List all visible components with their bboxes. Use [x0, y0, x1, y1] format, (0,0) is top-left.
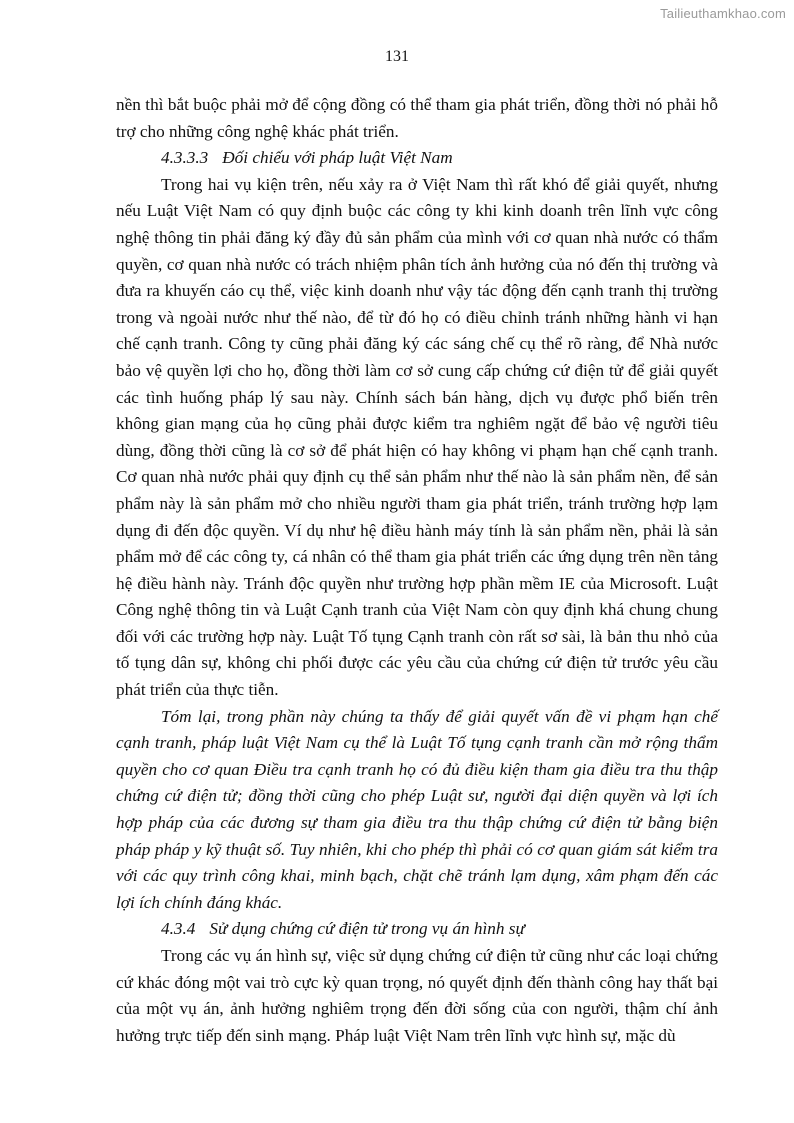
section-title: Sử dụng chứng cứ điện tử trong vụ án hình sự — [209, 919, 525, 939]
paragraph-body: Trong các vụ án hình sự, việc sử dụng chứng cứ điện tử cũng như các loại chứng cứ khác đóng một vai trò cực kỳ quan trọng, nó quyết định đến thành công hay thất bại của một vụ án, ảnh hưởng nghiêm trọng đến đời sống của con người, thậm chí ảnh hưởng trực tiếp đến sinh mạng. Pháp luật Việt Nam trên lĩnh vực hình sự, mặc dù — [116, 946, 718, 1045]
section-number: 4.3.3.3 — [161, 148, 209, 168]
paragraph-body: Trong hai vụ kiện trên, nếu xảy ra ở Việt Nam thì rất khó để giải quyết, nhưng nếu Luật Việt Nam có quy định buộc các công ty khi kinh doanh trên lĩnh vực công nghệ thông tin phải đăng ký đầy đủ sản phẩm của mình với cơ quan nhà nước có thẩm quyền, cơ quan nhà nước có trách nhiệm phân tích ảnh hưởng của nó đến thị trường và đưa ra khuyến cáo cụ thể, việc kinh doanh như vậy tác động đến cạnh tranh thị trường trong và ngoài nước như thế nào, để từ đó họ có điều chỉnh tránh những hành vi hạn chế cạnh tranh. Công ty cũng phải đăng ký các sáng chế cụ thể rõ ràng, để Nhà nước bảo vệ quyền lợi cho họ, đồng thời làm cơ sở cung cấp chứng cứ điện tử để giải quyết các tình huống pháp lý sau này. Chính sách bán hàng, dịch vụ được phổ biến trên không gian mạng của họ cũng phải được kiểm tra nghiêm ngặt để bảo vệ người tiêu dùng, đồng thời cũng là cơ sở để phát hiện có hay không vi phạm hạn chế cạnh tranh. Cơ quan nhà nước phải quy định cụ thể sản phẩm như thế nào là sản phẩm nền, để sản phẩm này là sản phẩm mở cho nhiều người tham gia phát triển, tránh trường hợp lạm dụng đi đến độc quyền. Ví dụ như hệ điều hành máy tính là sản phẩm nền, phải là sản phẩm mở để các công ty, cá nhân có thể tham gia phát triển các ứng dụng trên nền tảng hệ điều hành này. Tránh độc quyền như trường hợp phần mềm IE của Microsoft. Luật Công nghệ thông tin và Luật Cạnh tranh của Việt Nam còn quy định khá chung chung đối với các trường hợp này. Luật Tố tụng Cạnh tranh còn rất sơ sài, là bản thu nhỏ của tố tụng dân sự, không chi phối được các yêu cầu của chứng cứ điện tử trước yêu cầu phát triển của thực tiễn. — [116, 174, 718, 700]
section-title: Đối chiếu với pháp luật Việt Nam — [222, 148, 453, 168]
paragraph-summary: Tóm lại, trong phần này chúng ta thấy để giải quyết vấn đề vi phạm hạn chế cạnh tranh, pháp luật Việt Nam cụ thể là Luật Tố tụng cạnh tranh cần mở rộng thẩm quyền cho cơ quan Điều tra cạnh tranh họ có đủ điều kiện tham gia điều tra thu thập chứng cứ điện tử; đồng thời cũng cho phép Luật sư, người đại diện quyền và lợi ích hợp pháp của các đương sự tham gia điều tra thu thập chứng cứ điện tử bằng biện pháp pháp y kỹ thuật số. Tuy nhiên, khi cho phép thì phải có cơ quan giám sát kiểm tra với các quy trình công khai, minh bạch, chặt chẽ tránh lạm dụng, xâm phạm đến các lợi ích chính đáng khác. — [116, 706, 718, 912]
section-number: 4.3.4 — [161, 919, 196, 939]
paragraph-continuation: nền thì bắt buộc phải mở để cộng đồng có thể tham gia phát triển, đồng thời nó phải hỗ trợ cho những công nghệ khác phát triển. — [116, 95, 718, 141]
section-heading-4-3-4 — [116, 916, 718, 943]
watermark: Tailieuthamkhao.com — [660, 6, 786, 21]
page-number: 131 — [385, 48, 409, 65]
document-body — [116, 92, 718, 1049]
section-heading-4-3-3-3 — [116, 145, 718, 172]
